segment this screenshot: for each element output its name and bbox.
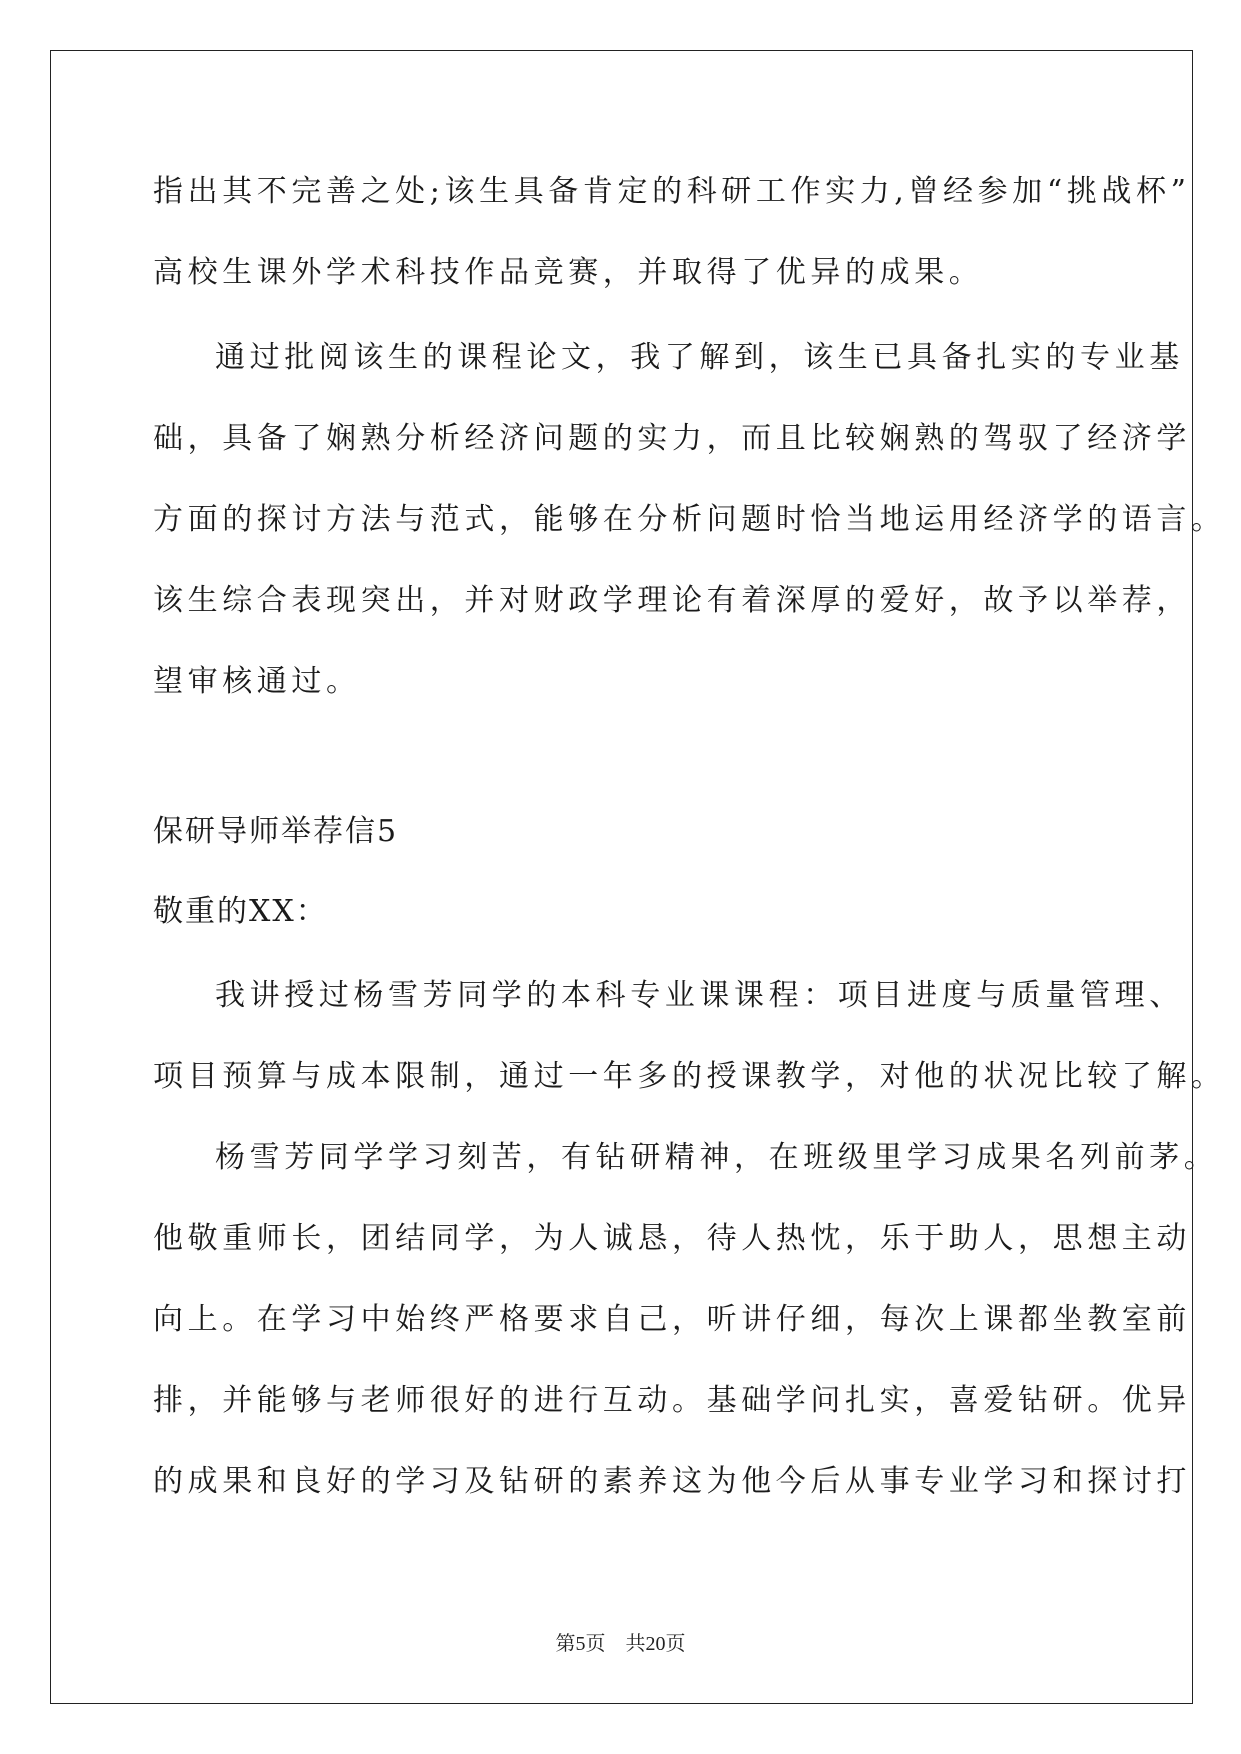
text-line: 方面的探讨方法与范式，能够在分析问题时恰当地运用经济学的语言。 bbox=[153, 502, 1226, 537]
paragraph-first-line: 通过批阅该生的课程论文，我了解到，该生已具备扎实的专业基 bbox=[215, 340, 1184, 375]
text-line: 该生综合表现突出，并对财政学理论有着深厚的爱好，故予以举荐， bbox=[153, 583, 1191, 618]
page-number-footer: 第5页 共20页 bbox=[555, 1633, 686, 1655]
text-line: 础，具备了娴熟分析经济问题的实力，而且比较娴熟的驾驭了经济学 bbox=[153, 421, 1191, 456]
text-line: 他敬重师长，团结同学，为人诚恳，待人热忱，乐于助人，思想主动 bbox=[153, 1221, 1191, 1256]
text-line: 向上。在学习中始终严格要求自己，听讲仔细，每次上课都坐教室前 bbox=[153, 1302, 1191, 1337]
text-line: 望审核通过。 bbox=[153, 664, 361, 699]
paragraph-first-line: 我讲授过杨雪芳同学的本科专业课课程：项目进度与质量管理、 bbox=[215, 978, 1184, 1013]
text-line: 项目预算与成本限制，通过一年多的授课教学，对他的状况比较了解。 bbox=[153, 1059, 1226, 1094]
page-border bbox=[50, 50, 1193, 1704]
text-line: 指出其不完善之处;该生具备肯定的科研工作实力,曾经参加“挑战杯” bbox=[153, 174, 1191, 209]
section-heading: 保研导师举荐信5 bbox=[153, 814, 399, 849]
salutation: 敬重的XX： bbox=[153, 894, 328, 929]
text-line: 的成果和良好的学习及钻研的素养这为他今后从事专业学习和探讨打 bbox=[153, 1464, 1191, 1499]
text-line: 高校生课外学术科技作品竞赛，并取得了优异的成果。 bbox=[153, 255, 984, 290]
text-line: 排，并能够与老师很好的进行互动。基础学问扎实，喜爱钻研。优异 bbox=[153, 1383, 1191, 1418]
paragraph-first-line: 杨雪芳同学学习刻苦，有钻研精神，在班级里学习成果名列前茅。 bbox=[215, 1140, 1219, 1175]
